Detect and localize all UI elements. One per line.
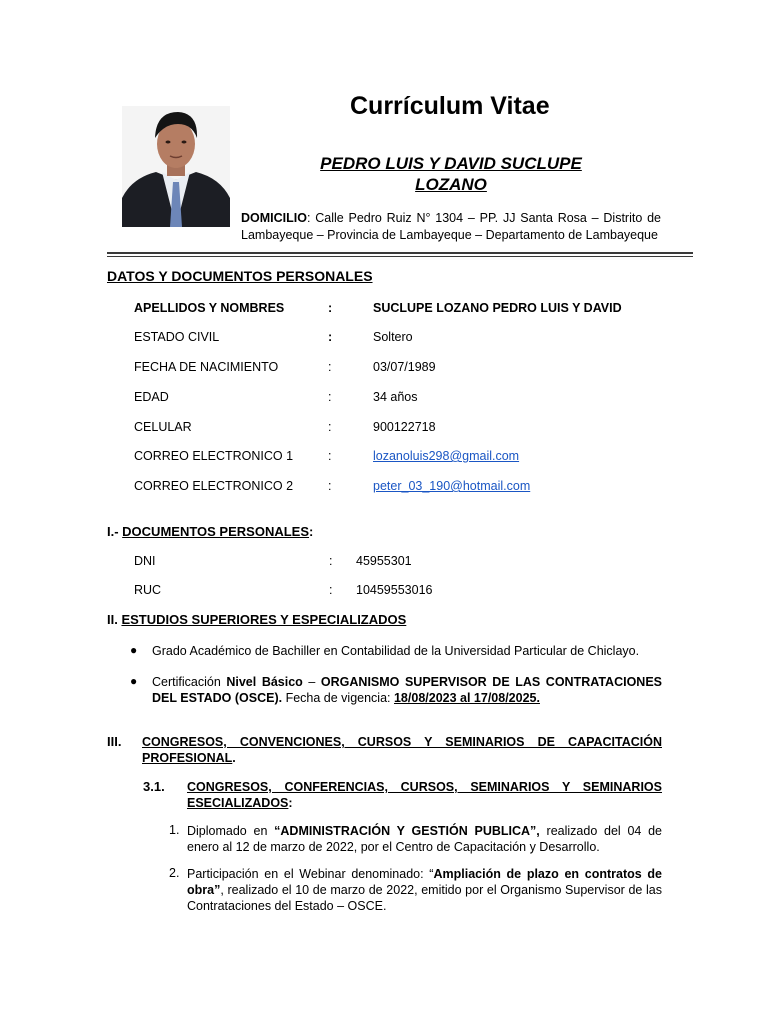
text-part: Fecha de vigencia: <box>282 691 394 705</box>
field-value: 34 años <box>373 390 418 404</box>
field-label: CORREO ELECTRONICO 2 <box>134 479 294 493</box>
section-heading-studies <box>107 612 406 627</box>
validity-dates: 18/08/2023 al 17/08/2025. <box>393 691 540 705</box>
field-value: SUCLUPE LOZANO PEDRO LUIS Y DAVID <box>373 301 622 315</box>
heading-text: ESTUDIOS SUPERIORES Y ESPECIALIZADOS <box>121 612 407 627</box>
field-sep: : <box>328 301 333 315</box>
field-sep: : <box>328 330 333 344</box>
header-divider-thin <box>107 256 693 257</box>
heading-text: DOCUMENTOS PERSONALES <box>122 524 310 539</box>
field-sep: : <box>329 583 333 597</box>
study-item <box>152 674 662 706</box>
text-part: Participación en el Webinar denominado: “ <box>187 867 434 881</box>
field-value: 900122718 <box>373 420 436 434</box>
personal-row <box>0 390 768 408</box>
text-part: Diplomado en <box>187 824 275 838</box>
heading-line-2: PROFESIONAL <box>142 751 233 765</box>
personal-row <box>0 330 768 348</box>
field-label: EDAD <box>134 390 169 404</box>
field-sep: : <box>329 554 333 568</box>
bullet-icon: ● <box>130 643 138 657</box>
field-sep: : <box>328 420 332 434</box>
text-bold: Nivel Básico <box>226 675 303 689</box>
field-label: CORREO ELECTRONICO 1 <box>134 449 294 463</box>
heading-suffix: : <box>309 524 314 539</box>
address-block <box>241 210 661 243</box>
email-link-1[interactable]: lozanoluis298@gmail.com <box>373 449 520 463</box>
personal-row <box>0 449 768 467</box>
name-line-2: LOZANO <box>415 175 487 194</box>
bullet-icon: ● <box>130 674 138 688</box>
section-number: III. <box>107 734 122 749</box>
subsection-number: 3.1. <box>143 779 165 794</box>
person-portrait-icon <box>122 106 230 227</box>
page-title: Currículum Vitae <box>350 92 550 120</box>
section-heading-documents <box>107 524 313 539</box>
personal-row <box>0 301 768 319</box>
subheading-text: CONGRESOS, CONFERENCIAS, CURSOS, SEMINARIOS Y SEMINARIOS ESECIALIZADOS <box>187 780 662 810</box>
address-label: DOMICILIO <box>241 211 307 225</box>
field-label: DNI <box>134 554 156 568</box>
heading-dot: . <box>232 751 236 765</box>
section-heading-congresses <box>142 734 662 766</box>
text-bold: ORGANISMO SUPERVISOR DE LAS CONTRATACIONES DEL ESTADO (OSCE). <box>152 675 663 705</box>
field-value: 03/07/1989 <box>373 360 436 374</box>
field-value: Soltero <box>373 330 413 344</box>
field-label: RUC <box>134 583 162 597</box>
text-part: realizado del 04 de enero al 12 de marzo de 2022, por el Centro de Capacitación y Desarrollo. <box>187 824 663 854</box>
course-item <box>187 866 662 914</box>
text-part: – <box>302 675 321 689</box>
text-bold: “ADMINISTRACIÓN Y GESTIÓN PUBLICA”, <box>274 824 540 838</box>
header-divider <box>107 252 693 254</box>
document-row <box>0 583 768 601</box>
study-item: Grado Académico de Bachiller en Contabilidad de la Universidad Particular de Chiclayo. <box>152 644 640 658</box>
field-sep: : <box>328 360 332 374</box>
text-part: , realizado el 10 de marzo de 2022, emitido por el Organismo Supervisor de las Contrataciones del Estado – OSCE. <box>187 883 662 913</box>
field-sep: : <box>328 479 332 493</box>
text-bold: Ampliación de plazo en contratos de obra” <box>187 867 662 897</box>
heading-line-1: CONGRESOS, CONVENCIONES, CURSOS Y SEMINARIOS DE CAPACITACIÓN <box>142 735 662 749</box>
heading-prefix: II. <box>107 612 122 627</box>
field-value: 10459553016 <box>356 583 433 597</box>
subheading-colon: : <box>288 796 293 810</box>
heading-prefix: I.- <box>107 524 123 539</box>
personal-row <box>0 420 768 438</box>
course-item <box>187 823 662 855</box>
field-label: CELULAR <box>134 420 192 434</box>
name-line-1: PEDRO LUIS Y DAVID SUCLUPE <box>320 154 582 173</box>
personal-row <box>0 360 768 378</box>
item-number: 1. <box>169 823 180 837</box>
field-label: FECHA DE NACIMIENTO <box>134 360 279 374</box>
field-sep: : <box>328 449 332 463</box>
field-label: ESTADO CIVIL <box>134 330 220 344</box>
field-value: 45955301 <box>356 554 412 568</box>
document-row <box>0 554 768 572</box>
field-sep: : <box>328 390 332 404</box>
personal-row <box>0 479 768 497</box>
candidate-name <box>296 153 606 195</box>
address-text: : Calle Pedro Ruiz N° 1304 – PP. JJ Santa Rosa – Distrito de Lambayeque – Provincia de Lambayeque – Departamento de Lambayeque <box>241 211 661 242</box>
subsection-heading <box>187 779 662 811</box>
field-label: APELLIDOS Y NOMBRES <box>134 301 285 315</box>
item-number: 2. <box>169 866 180 880</box>
section-heading-personal: DATOS Y DOCUMENTOS PERSONALES <box>107 268 373 284</box>
email-link-2[interactable]: peter_03_190@hotmail.com <box>373 479 531 493</box>
text-part: Certificación <box>152 675 227 689</box>
profile-photo <box>122 106 230 227</box>
